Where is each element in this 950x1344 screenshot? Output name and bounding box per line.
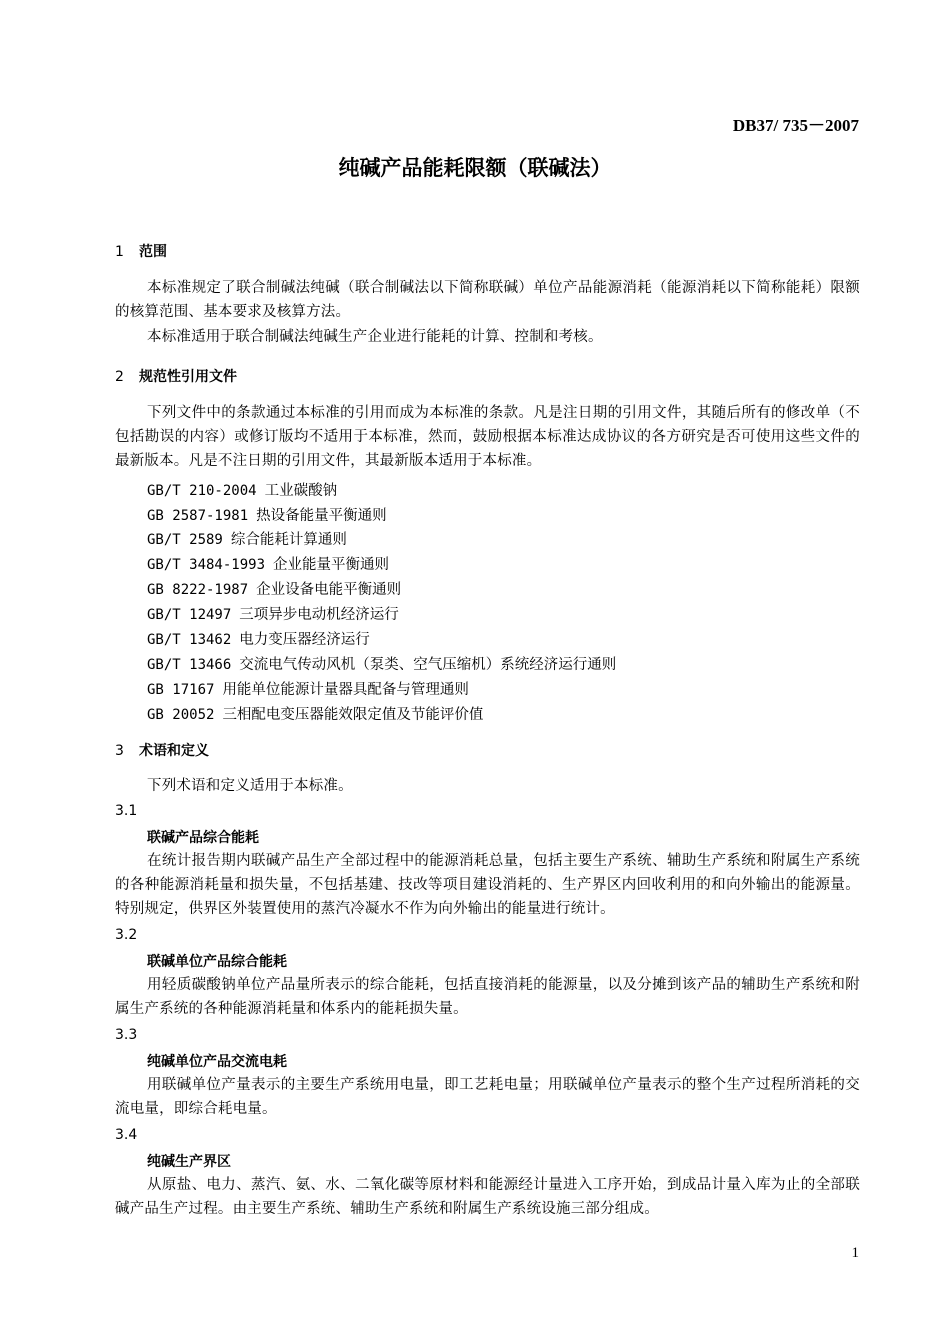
- section-title: 规范性引用文件: [139, 369, 237, 385]
- section-title: 术语和定义: [139, 743, 209, 759]
- term-definition: 在统计报告期内联碱产品生产全部过程中的能源消耗总量，包括主要生产系统、辅助生产系统和附属生产系统的各种能源消耗量和损失量，不包括基建、技改等项目建设消耗的、生产界区内回收利用的和向外输出的能源量。特别规定，供界区外装置使用的蒸汽冷凝水不作为向外输出的能量进行统计。: [115, 853, 860, 917]
- reference-item: GB/T 2589 综合能耗计算通则: [147, 532, 347, 548]
- section-1-paragraph-2: 本标准适用于联合制碱法纯碱生产企业进行能耗的计算、控制和考核。: [147, 329, 603, 345]
- term-name: 联碱产品综合能耗: [147, 830, 259, 846]
- term-name: 纯碱单位产品交流电耗: [147, 1054, 287, 1070]
- term-name: 联碱单位产品综合能耗: [147, 954, 287, 970]
- clause-number: 3.1: [115, 803, 138, 819]
- clause-number: 3.2: [115, 927, 138, 943]
- section-number: 3: [115, 743, 124, 759]
- term-name: 纯碱生产界区: [147, 1154, 231, 1170]
- reference-item: GB/T 12497 三项异步电动机经济运行: [147, 607, 399, 623]
- reference-item: GB 20052 三相配电变压器能效限定值及节能评价值: [147, 707, 484, 723]
- reference-item: GB/T 13462 电力变压器经济运行: [147, 632, 370, 648]
- section-number: 1: [115, 244, 124, 260]
- term-definition: 用轻质碳酸钠单位产品量所表示的综合能耗，包括直接消耗的能源量，以及分摊到该产品的辅助生产系统和附属生产系统的各种能源消耗量和体系内的能耗损失量。: [115, 977, 860, 1017]
- clause-number: 3.3: [115, 1027, 138, 1043]
- section-3-heading: [115, 740, 209, 760]
- term-definition: 从原盐、电力、蒸汽、氨、水、二氧化碳等原材料和能源经计量进入工序开始，到成品计量入库为止的全部联碱产品生产过程。由主要生产系统、辅助生产系统和附属生产系统设施三部分组成。: [115, 1177, 860, 1217]
- section-number: 2: [115, 369, 124, 385]
- section-1-paragraph-1: 本标准规定了联合制碱法纯碱（联合制碱法以下简称联碱）单位产品能源消耗（能源消耗以下简称能耗）限额的核算范围、基本要求及核算方法。: [115, 280, 860, 320]
- reference-item: GB/T 13466 交流电气传动风机（泵类、空气压缩机）系统经济运行通则: [147, 657, 617, 673]
- reference-item: GB 17167 用能单位能源计量器具配备与管理通则: [147, 682, 469, 698]
- clause-number: 3.4: [115, 1127, 138, 1143]
- reference-item: GB 8222-1987 企业设备电能平衡通则: [147, 582, 402, 598]
- reference-item: GB/T 210-2004 工业碳酸钠: [147, 483, 338, 499]
- reference-item: GB 2587-1981 热设备能量平衡通则: [147, 508, 387, 524]
- section-3-paragraph-1: 下列术语和定义适用于本标准。: [147, 778, 353, 794]
- term-definition: 用联碱单位产量表示的主要生产系统用电量，即工艺耗电量；用联碱单位产量表示的整个生产过程所消耗的交流电量，即综合耗电量。: [115, 1077, 860, 1117]
- section-1-heading: [115, 241, 167, 261]
- page-number: 1: [851, 1245, 859, 1261]
- section-2-paragraph-1: 下列文件中的条款通过本标准的引用而成为本标准的条款。凡是注日期的引用文件，其随后所有的修改单（不包括勘误的内容）或修订版均不适用于本标准，然而，鼓励根据本标准达成协议的各方研究是否可使用这些文件的最新版本。凡是不注日期的引用文件，其最新版本适用于本标准。: [115, 405, 860, 469]
- reference-item: GB/T 3484-1993 企业能量平衡通则: [147, 557, 390, 573]
- section-2-heading: [115, 366, 237, 386]
- page-title: 纯碱产品能耗限额（联碱法）: [338, 156, 612, 180]
- section-title: 范围: [139, 244, 167, 260]
- document-number: DB37/ 735－2007: [732, 116, 859, 135]
